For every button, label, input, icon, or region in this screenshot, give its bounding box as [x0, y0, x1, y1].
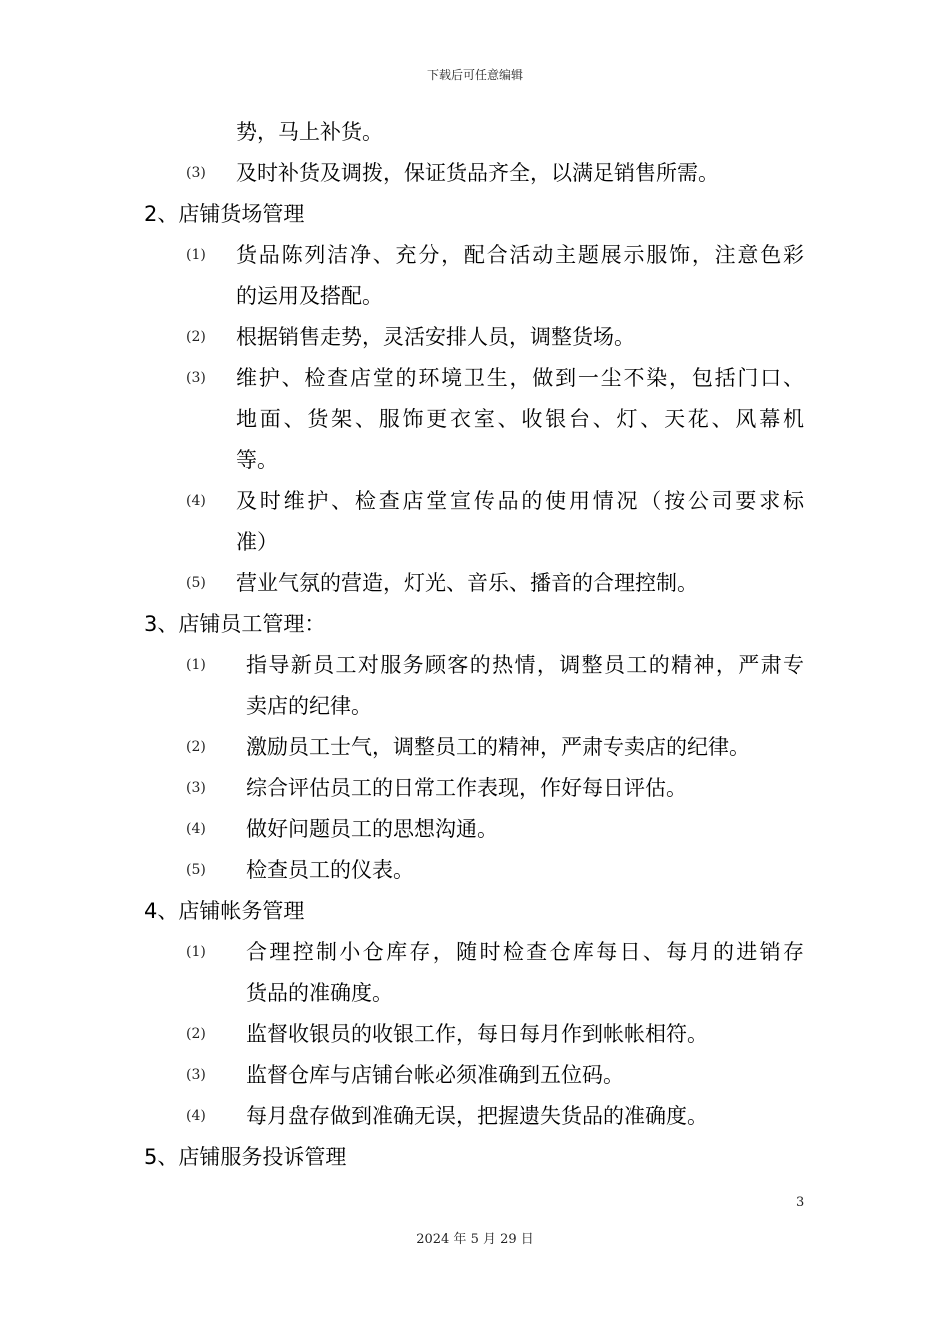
- document-body: [0, 112, 950, 1178]
- item-text: 势，马上补货。: [236, 120, 383, 144]
- item-number: (5): [186, 575, 206, 591]
- section-heading: [0, 194, 950, 235]
- item-text: 指导新员工对服务顾客的热情，调整员工的精神，严肃专: [246, 653, 804, 677]
- list-line: [0, 645, 950, 686]
- item-text: 及时维护、检查店堂宣传品的使用情况（按公司要求标: [236, 489, 804, 513]
- list-line: [0, 112, 950, 153]
- list-line: [0, 358, 950, 399]
- item-text: 营业气氛的营造，灯光、音乐、播音的合理控制。: [236, 571, 698, 595]
- item-number: (5): [186, 862, 206, 878]
- list-line: [0, 481, 950, 522]
- item-text: 激励员工士气，调整员工的精神，严肃专卖店的纪律。: [246, 735, 750, 759]
- item-number: (2): [186, 329, 206, 345]
- item-number: (3): [186, 1067, 206, 1083]
- list-line: [0, 932, 950, 973]
- list-line: [0, 522, 950, 563]
- list-line: [0, 563, 950, 604]
- item-text: 监督收银员的收银工作，每日每月作到帐帐相符。: [246, 1022, 708, 1046]
- section-heading-text: 4、店铺帐务管理: [144, 899, 305, 923]
- list-line: [0, 768, 950, 809]
- item-number: (3): [186, 780, 206, 796]
- item-number: (1): [186, 944, 206, 960]
- item-text: 维护、检查店堂的环境卫生，做到一尘不染，包括门口、: [236, 366, 804, 390]
- list-line: [0, 153, 950, 194]
- list-line: [0, 399, 950, 440]
- page-header: 下载后可任意编辑: [426, 68, 523, 82]
- item-text: 综合评估员工的日常工作表现，作好每日评估。: [246, 776, 687, 800]
- list-line: [0, 440, 950, 481]
- item-text: 地面、货架、服饰更衣室、收银台、灯、天花、风幕机: [236, 407, 804, 431]
- list-line: [0, 235, 950, 276]
- item-text: 货品的准确度。: [246, 981, 393, 1005]
- item-text: 每月盘存做到准确无误，把握遗失货品的准确度。: [246, 1104, 708, 1128]
- item-number: (4): [186, 1108, 206, 1124]
- section-heading-text: 5、店铺服务投诉管理: [144, 1145, 347, 1169]
- item-text: 做好问题员工的思想沟通。: [246, 817, 498, 841]
- item-number: (1): [186, 247, 206, 263]
- section-heading: [0, 1137, 950, 1178]
- item-text: 卖店的纪律。: [246, 694, 372, 718]
- list-line: [0, 317, 950, 358]
- list-line: [0, 727, 950, 768]
- section-heading-text: 3、店铺员工管理：: [144, 612, 326, 636]
- list-line: [0, 1014, 950, 1055]
- item-text: 准）: [236, 530, 278, 554]
- item-text: 根据销售走势，灵活安排人员，调整货场。: [236, 325, 635, 349]
- item-number: (3): [186, 165, 206, 181]
- list-line: [0, 276, 950, 317]
- item-number: (3): [186, 370, 206, 386]
- item-number: (1): [186, 657, 206, 673]
- list-line: [0, 1096, 950, 1137]
- page-footer-date: 2024 年 5 月 29 日: [416, 1232, 534, 1247]
- list-line: [0, 809, 950, 850]
- section-heading: [0, 891, 950, 932]
- item-number: (4): [186, 493, 206, 509]
- item-text: 货品陈列洁净、充分，配合活动主题展示服饰，注意色彩: [236, 243, 804, 267]
- item-number: (2): [186, 1026, 206, 1042]
- list-line: [0, 973, 950, 1014]
- item-text: 的运用及搭配。: [236, 284, 383, 308]
- section-heading: [0, 604, 950, 645]
- list-line: [0, 850, 950, 891]
- item-text: 监督仓库与店铺台帐必须准确到五位码。: [246, 1063, 624, 1087]
- section-heading-text: 2、店铺货场管理: [144, 202, 305, 226]
- item-text: 检查员工的仪表。: [246, 858, 414, 882]
- item-text: 及时补货及调拨，保证货品齐全，以满足销售所需。: [236, 161, 719, 185]
- item-number: (2): [186, 739, 206, 755]
- item-number: (4): [186, 821, 206, 837]
- list-line: [0, 686, 950, 727]
- item-text: 等。: [236, 448, 278, 472]
- page-number: 3: [796, 1195, 805, 1210]
- list-line: [0, 1055, 950, 1096]
- item-text: 合理控制小仓库存，随时检查仓库每日、每月的进销存: [246, 940, 804, 964]
